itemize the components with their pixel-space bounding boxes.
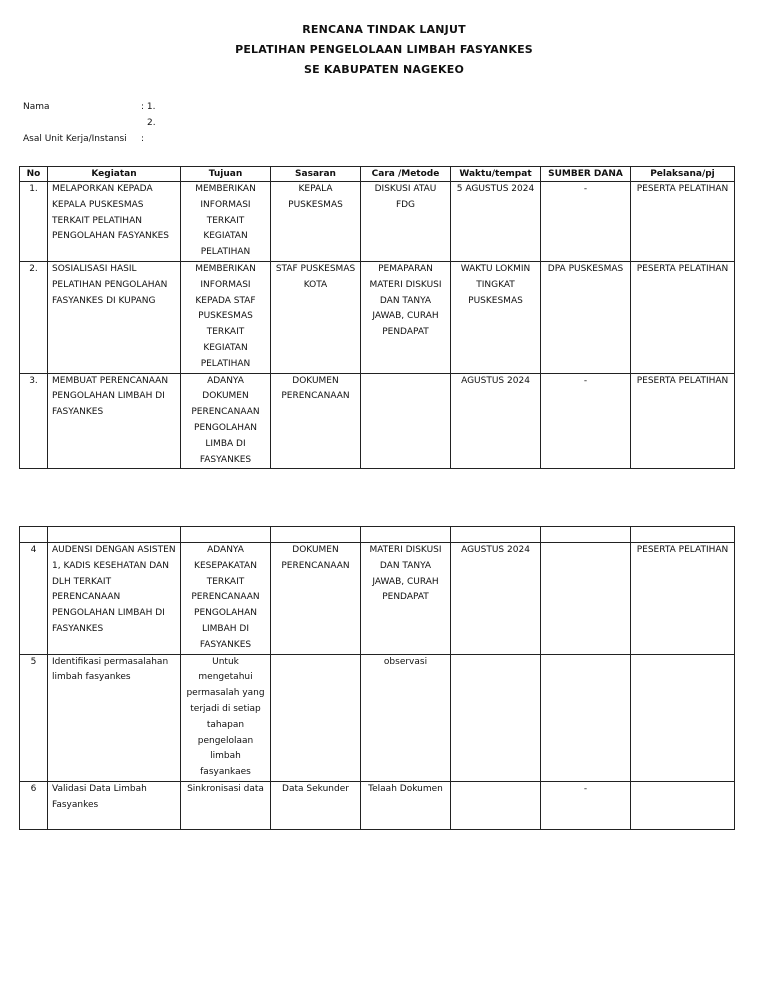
document-location: SE KABUPATEN NAGEKEO (303, 63, 465, 76)
header-tujuan: Tujuan (181, 167, 271, 182)
header-cara-metode: Cara /Metode (361, 167, 451, 182)
cell-sumber-dana (541, 543, 631, 655)
asal-unit-label: Asal Unit Kerja/Instansi (23, 134, 127, 144)
cell-pelaksana (631, 654, 735, 781)
table-header-row (20, 167, 735, 182)
cell-sumber-dana: - (541, 182, 631, 262)
header-sasaran: Sasaran (271, 167, 361, 182)
cell-no: 2. (20, 262, 48, 374)
cell-sumber-dana: DPA PUSKESMAS (541, 262, 631, 374)
cell-sasaran: KEPALA PUSKESMAS (271, 182, 361, 262)
cell-tujuan: MEMBERIKAN INFORMASI TERKAIT KEGIATAN PELATIHAN (181, 182, 271, 262)
cell-tujuan: Sinkronisasi data (181, 781, 271, 829)
table-row (20, 654, 735, 781)
cell-sasaran: STAF PUSKESMAS KOTA (271, 262, 361, 374)
cell-waktu-tempat: 5 AGUSTUS 2024 (451, 182, 541, 262)
cell-sasaran (271, 654, 361, 781)
header-sumber-dana: SUMBER DANA (541, 167, 631, 182)
cell-pelaksana: PESERTA PELATIHAN (631, 373, 735, 469)
cell-pelaksana: PESERTA PELATIHAN (631, 182, 735, 262)
cell-waktu-tempat: AGUSTUS 2024 (451, 373, 541, 469)
header-pelaksana: Pelaksana/pj (631, 167, 735, 182)
cell-tujuan: ADANYA KESEPAKATAN TERKAIT PERENCANAAN PENGOLAHAN LIMBAH DI FASYANKES (181, 543, 271, 655)
cell-pelaksana (631, 781, 735, 829)
cell-sumber-dana: - (541, 373, 631, 469)
cell-tujuan: ADANYA DOKUMEN PERENCANAAN PENGOLAHAN LIMBA DI FASYANKES (181, 373, 271, 469)
header-kegiatan: Kegiatan (48, 167, 181, 182)
table-row (20, 262, 735, 374)
cell-no: 4 (20, 543, 48, 655)
nama-value-2: 2. (147, 118, 156, 128)
cell-kegiatan: Validasi Data Limbah Fasyankes (48, 781, 181, 829)
action-plan-table-page2 (19, 526, 735, 830)
table-row (20, 781, 735, 829)
cell-cara-metode: Telaah Dokumen (361, 781, 451, 829)
cell-no: 5 (20, 654, 48, 781)
cell-sumber-dana: - (541, 781, 631, 829)
table-row (20, 373, 735, 469)
document-subtitle: PELATIHAN PENGELOLAAN LIMBAH FASYANKES (235, 43, 533, 56)
table-row (20, 182, 735, 262)
cell-no: 1. (20, 182, 48, 262)
empty-header-row (20, 527, 735, 543)
cell-sasaran: DOKUMEN PERENCANAAN (271, 373, 361, 469)
cell-kegiatan: MELAPORKAN KEPADA KEPALA PUSKESMAS TERKAIT PELATIHAN PENGOLAHAN FASYANKES (48, 182, 181, 262)
cell-cara-metode: observasi (361, 654, 451, 781)
cell-no: 6 (20, 781, 48, 829)
cell-sasaran: DOKUMEN PERENCANAAN (271, 543, 361, 655)
cell-waktu-tempat (451, 654, 541, 781)
cell-sasaran: Data Sekunder (271, 781, 361, 829)
action-plan-table-page1 (19, 166, 735, 469)
cell-pelaksana: PESERTA PELATIHAN (631, 543, 735, 655)
document-title: RENCANA TINDAK LANJUT (302, 23, 466, 36)
table-row (20, 543, 735, 655)
header-no: No (20, 167, 48, 182)
cell-kegiatan: MEMBUAT PERENCANAAN PENGOLAHAN LIMBAH DI FASYANKES (48, 373, 181, 469)
cell-tujuan: Untuk mengetahui permasalah yang terjadi di setiap tahapan pengelolaan limbah fasyankaes (181, 654, 271, 781)
cell-kegiatan: Identifikasi permasalahan limbah fasyankes (48, 654, 181, 781)
cell-no: 3. (20, 373, 48, 469)
cell-pelaksana: PESERTA PELATIHAN (631, 262, 735, 374)
cell-cara-metode: DISKUSI ATAU FDG (361, 182, 451, 262)
asal-unit-value: : (141, 134, 145, 144)
nama-value-1: : 1. (141, 102, 156, 112)
cell-kegiatan: AUDENSI DENGAN ASISTEN 1, KADIS KESEHATAN DAN DLH TERKAIT PERENCANAAN PENGOLAHAN LIMBAH DI FASYANKES (48, 543, 181, 655)
cell-cara-metode: PEMAPARAN MATERI DISKUSI DAN TANYA JAWAB, CURAH PENDAPAT (361, 262, 451, 374)
cell-waktu-tempat: AGUSTUS 2024 (451, 543, 541, 655)
nama-label: Nama (23, 102, 50, 112)
cell-cara-metode (361, 373, 451, 469)
cell-kegiatan: SOSIALISASI HASIL PELATIHAN PENGOLAHAN FASYANKES DI KUPANG (48, 262, 181, 374)
cell-sumber-dana (541, 654, 631, 781)
header-waktu-tempat: Waktu/tempat (451, 167, 541, 182)
cell-tujuan: MEMBERIKAN INFORMASI KEPADA STAF PUSKESMAS TERKAIT KEGIATAN PELATIHAN (181, 262, 271, 374)
cell-waktu-tempat (451, 781, 541, 829)
cell-waktu-tempat: WAKTU LOKMIN TINGKAT PUSKESMAS (451, 262, 541, 374)
cell-cara-metode: MATERI DISKUSI DAN TANYA JAWAB, CURAH PENDAPAT (361, 543, 451, 655)
